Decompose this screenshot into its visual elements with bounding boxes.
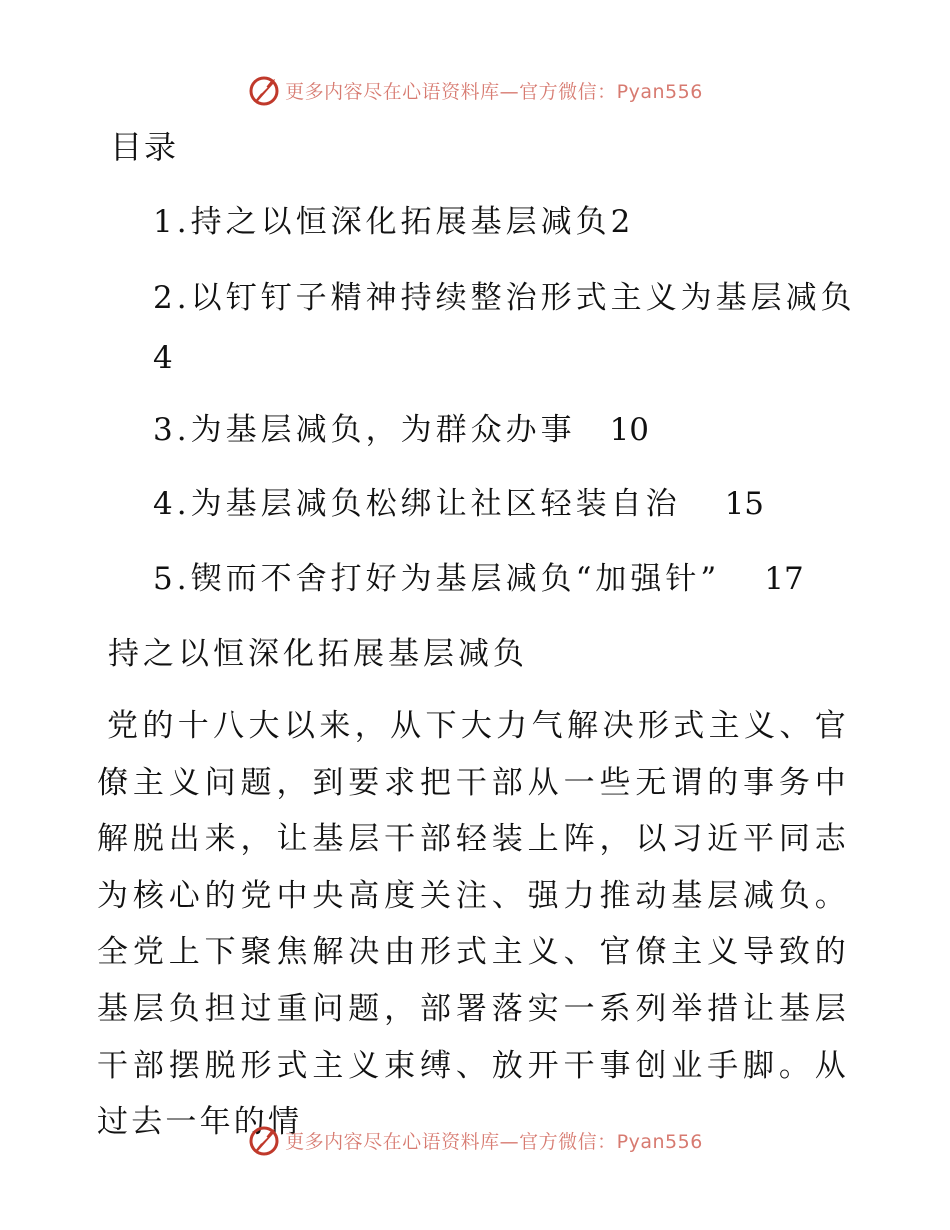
quill-logo-icon	[247, 1123, 281, 1157]
toc-title: 目录	[110, 128, 179, 166]
toc-item-3[interactable]	[153, 404, 649, 449]
toc-item-2[interactable]	[153, 272, 856, 317]
toc-item-2-page: 4	[153, 340, 173, 376]
toc-item-5[interactable]	[153, 553, 804, 598]
toc-item-label: 1.持之以恒深化拓展基层减负	[153, 204, 611, 240]
header-banner	[0, 70, 950, 110]
body-paragraph	[97, 698, 849, 1151]
toc-item-label: 5.锲而不舍打好为基层减负“加强针”	[153, 561, 721, 597]
toc-item-label: 3.为基层减负，为群众办事	[153, 412, 576, 448]
toc-item-1[interactable]	[153, 196, 630, 241]
section-title: 持之以恒深化拓展基层减负	[108, 636, 528, 672]
quill-logo-icon	[247, 73, 281, 107]
toc-item-page: 2	[610, 204, 631, 240]
toc-item-4[interactable]	[153, 478, 764, 523]
toc-item-page: 15	[724, 486, 765, 522]
toc-item-page: 10	[609, 412, 650, 448]
header-banner-text: 更多内容尽在心语资料库—官方微信：Pyan556	[285, 80, 703, 103]
body-paragraph-text: 党的十八大以来，从下大力气解决形式主义、官僚主义问题，到要求把干部从一些无谓的事务中解脱出来，让基层干部轻装上阵，以习近平同志为核心的党中央高度关注、强力推动基层减负。全党上下聚焦解决由形式主义、官僚主义导致的基层负担过重问题，部署落实一系列举措让基层干部摆脱形式主义束缚、放开干事创业手脚。从过去一年的情	[97, 708, 849, 1141]
toc-item-label: 4.为基层减负松绑让社区轻装自治	[153, 486, 681, 522]
toc-item-page: 17	[764, 561, 804, 597]
toc-item-label: 2.以钉钉子精神持续整治形式主义为基层减负	[153, 280, 856, 316]
footer-banner	[0, 1120, 950, 1160]
footer-banner-text: 更多内容尽在心语资料库—官方微信：Pyan556	[285, 1130, 703, 1153]
